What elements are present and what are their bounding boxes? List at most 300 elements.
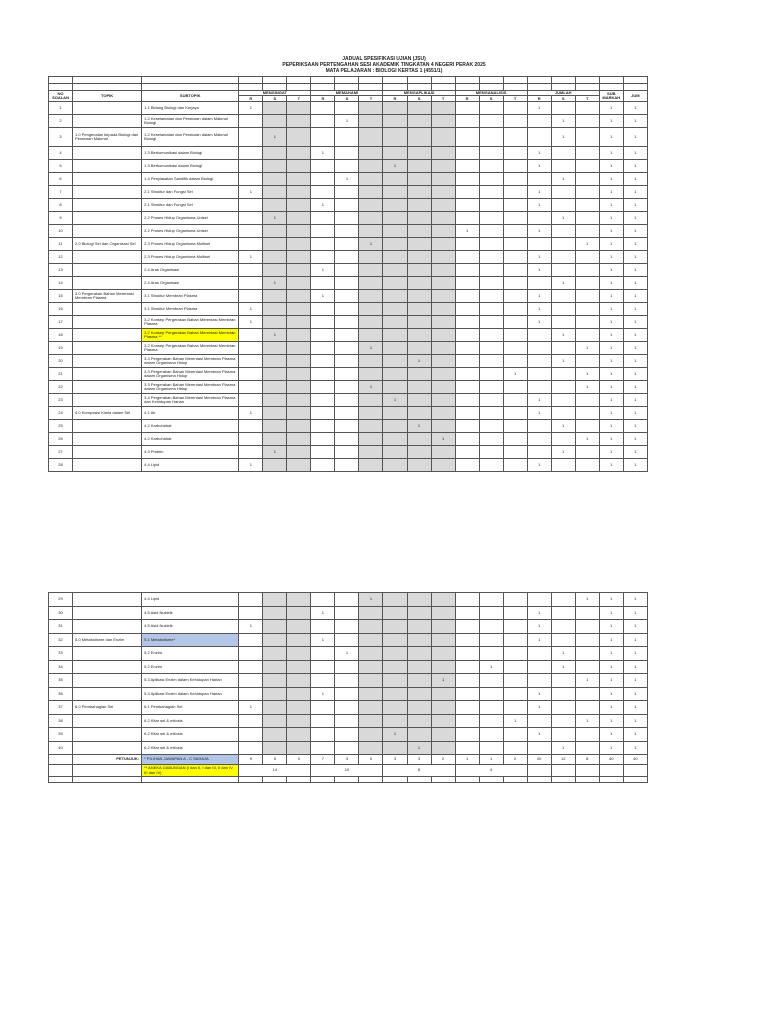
question-number: 22	[49, 381, 73, 394]
level-cell	[527, 647, 551, 661]
table-row	[49, 714, 648, 728]
table-row	[49, 277, 648, 290]
level-cell	[431, 173, 455, 186]
level-cell	[311, 277, 335, 290]
level-cell: 1	[407, 420, 431, 433]
level-cell	[503, 160, 527, 173]
jum-cell: 1	[623, 459, 647, 472]
question-number: 15	[49, 290, 73, 303]
topic-cell	[73, 606, 142, 620]
level-cell: 1	[311, 606, 335, 620]
question-number: 17	[49, 316, 73, 329]
level-cell: 1	[551, 647, 575, 661]
sub-markah-cell: 1	[599, 303, 623, 316]
subtopic-cell: 2.1 Struktur dan Fungsi Sel	[142, 199, 239, 212]
level-cell	[455, 147, 479, 160]
subtopic-cell: 2.4 Aras Organisasi	[142, 264, 239, 277]
level-header: T	[575, 96, 599, 102]
level-cell: 1	[575, 674, 599, 688]
table-row	[49, 342, 648, 355]
subtopic-cell: 1.4 Penyiasatan Saintifik dalam Biologi	[142, 173, 239, 186]
level-cell: 1	[479, 660, 503, 674]
sub-markah-cell: 1	[599, 660, 623, 674]
subtopic-cell: 2.2 Proses Hidup Organisma Unisel	[142, 225, 239, 238]
jum-cell: 1	[623, 225, 647, 238]
jum-cell: 1	[623, 342, 647, 355]
question-number: 6	[49, 173, 73, 186]
level-cell: 1	[383, 160, 407, 173]
level-cell	[383, 238, 407, 251]
subtopic-cell: 1.2 Keselamatan dan Peraturan dalam Makmal Biologi	[142, 115, 239, 128]
level-cell	[527, 446, 551, 459]
level-cell: 1	[311, 199, 335, 212]
level-cell	[311, 660, 335, 674]
table-row	[49, 647, 648, 661]
level-cell: 1	[263, 329, 287, 342]
level-cell: 1	[527, 701, 551, 715]
level-cell	[407, 728, 431, 742]
level-cell	[551, 160, 575, 173]
level-cell	[239, 128, 263, 147]
sub-markah-cell: 1	[599, 342, 623, 355]
level-cell	[287, 606, 311, 620]
level-cell: 1	[239, 701, 263, 715]
level-cell	[287, 102, 311, 115]
level-cell: 1	[527, 225, 551, 238]
level-cell	[383, 212, 407, 225]
level-cell	[575, 660, 599, 674]
level-cell	[575, 186, 599, 199]
table-row	[49, 355, 648, 368]
level-cell	[287, 316, 311, 329]
level-cell	[479, 264, 503, 277]
level-cell	[455, 355, 479, 368]
topic-cell	[73, 741, 142, 755]
level-cell	[287, 368, 311, 381]
question-number: 2	[49, 115, 73, 128]
topic-cell	[73, 714, 142, 728]
level-cell	[239, 355, 263, 368]
level-cell	[503, 115, 527, 128]
level-cell	[503, 128, 527, 147]
level-cell	[551, 225, 575, 238]
level-cell	[263, 633, 287, 647]
topic-cell	[73, 660, 142, 674]
jum-cell: 1	[623, 147, 647, 160]
header-title: JADUAL SPESIFIKASI UJIAN (JSU)	[342, 56, 426, 62]
question-number: 28	[49, 459, 73, 472]
level-cell	[335, 407, 359, 420]
level-cell	[575, 606, 599, 620]
level-cell	[455, 329, 479, 342]
level-cell	[575, 316, 599, 329]
question-number: 20	[49, 355, 73, 368]
level-cell	[455, 212, 479, 225]
level-cell	[503, 687, 527, 701]
level-cell	[359, 701, 383, 715]
question-number: 13	[49, 264, 73, 277]
level-cell	[311, 714, 335, 728]
level-cell	[479, 381, 503, 394]
level-cell	[479, 303, 503, 316]
level-cell	[311, 593, 335, 607]
group-total-cell: 8	[383, 765, 455, 777]
level-cell	[311, 342, 335, 355]
level-cell	[503, 633, 527, 647]
level-cell	[551, 714, 575, 728]
total-cell: 2	[431, 755, 455, 765]
sub-markah-cell: 1	[599, 251, 623, 264]
table-row	[49, 420, 648, 433]
level-cell	[359, 264, 383, 277]
sub-markah-cell: 1	[599, 368, 623, 381]
level-cell	[359, 147, 383, 160]
level-cell	[335, 199, 359, 212]
level-cell	[239, 606, 263, 620]
level-cell	[359, 316, 383, 329]
table-row	[49, 394, 648, 407]
level-cell	[335, 633, 359, 647]
level-cell	[431, 303, 455, 316]
level-cell	[359, 647, 383, 661]
level-cell	[503, 394, 527, 407]
level-cell	[239, 433, 263, 446]
question-number: 25	[49, 420, 73, 433]
level-cell	[407, 593, 431, 607]
level-cell	[311, 368, 335, 381]
subtopic-cell: 4.5 Asid Nukleik	[142, 606, 239, 620]
level-cell	[383, 199, 407, 212]
level-cell	[431, 407, 455, 420]
table-row	[49, 290, 648, 303]
level-cell	[239, 160, 263, 173]
subtopic-cell: 3.2 Konsep Pergerakan Bahan Merentasi Membran Plasma	[142, 342, 239, 355]
topic-cell	[73, 329, 142, 342]
question-number: 8	[49, 199, 73, 212]
level-cell	[551, 407, 575, 420]
level-cell	[455, 264, 479, 277]
level-cell	[287, 342, 311, 355]
level-cell	[287, 741, 311, 755]
level-header: S	[407, 96, 431, 102]
level-cell: 1	[359, 593, 383, 607]
level-cell	[359, 199, 383, 212]
sub-markah-cell: 1	[599, 355, 623, 368]
level-cell	[263, 647, 287, 661]
level-cell	[383, 115, 407, 128]
level-cell	[311, 303, 335, 316]
table-row	[49, 433, 648, 446]
level-cell	[359, 674, 383, 688]
level-cell	[383, 633, 407, 647]
level-cell: 1	[551, 173, 575, 186]
level-cell	[383, 225, 407, 238]
jum-cell: 1	[623, 316, 647, 329]
level-header: R	[455, 96, 479, 102]
level-cell	[455, 368, 479, 381]
sub-markah-cell: 1	[599, 225, 623, 238]
level-cell	[431, 647, 455, 661]
subtopic-cell: 3.3 Pergerakan Bahan Merentasi Membran Plasma dalam Organisma Hidup	[142, 368, 239, 381]
level-cell	[359, 606, 383, 620]
jum-cell: 1	[623, 173, 647, 186]
level-cell	[263, 186, 287, 199]
sub-markah-cell: 1	[599, 620, 623, 634]
level-cell	[527, 238, 551, 251]
level-cell	[479, 620, 503, 634]
level-cell	[335, 728, 359, 742]
level-cell	[455, 593, 479, 607]
level-cell	[383, 102, 407, 115]
question-number: 40	[49, 741, 73, 755]
level-cell	[503, 647, 527, 661]
level-cell	[431, 459, 455, 472]
level-cell: 1	[551, 741, 575, 755]
level-cell	[431, 381, 455, 394]
level-cell	[455, 701, 479, 715]
level-cell	[503, 381, 527, 394]
level-cell	[263, 160, 287, 173]
level-cell	[359, 459, 383, 472]
level-cell	[431, 593, 455, 607]
level-cell	[335, 420, 359, 433]
level-cell: 1	[527, 316, 551, 329]
level-cell	[311, 407, 335, 420]
topic-cell: 6.0 Pembahagian Sel	[73, 701, 142, 715]
level-cell	[263, 407, 287, 420]
question-number: 30	[49, 606, 73, 620]
level-cell	[455, 115, 479, 128]
level-cell	[431, 660, 455, 674]
level-cell	[335, 342, 359, 355]
level-cell	[527, 433, 551, 446]
subtopic-cell: 1.1 Bidang Biologi dan Kerjaya	[142, 102, 239, 115]
level-cell	[479, 160, 503, 173]
jum-cell: 1	[623, 290, 647, 303]
level-cell: 1	[359, 342, 383, 355]
level-cell	[287, 115, 311, 128]
level-cell	[503, 199, 527, 212]
group-total-cell: 10	[311, 765, 383, 777]
level-cell	[311, 420, 335, 433]
total-cell: 40	[599, 755, 623, 765]
level-cell	[407, 264, 431, 277]
table-row	[49, 446, 648, 459]
jum-cell: 1	[623, 674, 647, 688]
level-cell	[263, 741, 287, 755]
level-cell	[503, 420, 527, 433]
level-cell	[407, 701, 431, 715]
table-row	[49, 381, 648, 394]
level-cell	[359, 728, 383, 742]
level-cell: 1	[551, 277, 575, 290]
level-cell	[287, 128, 311, 147]
level-cell	[287, 728, 311, 742]
level-cell	[575, 160, 599, 173]
level-group-header: MEMAHAMI	[311, 91, 383, 96]
topic-cell	[73, 212, 142, 225]
table-row	[49, 687, 648, 701]
topic-cell	[73, 225, 142, 238]
level-cell	[359, 290, 383, 303]
sub-markah-cell: 1	[599, 147, 623, 160]
level-cell	[359, 433, 383, 446]
level-cell: 1	[311, 687, 335, 701]
level-cell	[479, 459, 503, 472]
subtopic-cell: 4.4 Lipid	[142, 459, 239, 472]
subtopic-cell: 3.1 Struktur Membran Plasma	[142, 290, 239, 303]
level-cell	[335, 303, 359, 316]
level-cell	[383, 620, 407, 634]
level-cell	[335, 593, 359, 607]
level-cell	[335, 160, 359, 173]
level-cell	[503, 277, 527, 290]
level-cell: 1	[527, 394, 551, 407]
level-cell	[359, 128, 383, 147]
topic-cell: 5.0 Metabolisme dan Enzim	[73, 633, 142, 647]
table-row	[49, 674, 648, 688]
sub-markah-cell: 1	[599, 741, 623, 755]
level-cell	[431, 714, 455, 728]
level-cell	[359, 355, 383, 368]
level-cell	[455, 277, 479, 290]
level-cell	[455, 620, 479, 634]
total-cell: 1	[455, 755, 479, 765]
level-cell	[431, 687, 455, 701]
level-cell	[407, 674, 431, 688]
level-cell	[383, 290, 407, 303]
level-cell	[287, 381, 311, 394]
question-number: 10	[49, 225, 73, 238]
topic-cell	[73, 674, 142, 688]
level-cell	[551, 394, 575, 407]
level-cell: 1	[551, 660, 575, 674]
jum-cell: 1	[623, 128, 647, 147]
level-cell: 1	[551, 212, 575, 225]
level-cell	[479, 593, 503, 607]
level-cell	[383, 593, 407, 607]
level-cell	[383, 128, 407, 147]
level-cell	[431, 368, 455, 381]
level-cell	[431, 342, 455, 355]
level-cell	[287, 674, 311, 688]
level-cell	[527, 420, 551, 433]
level-cell	[383, 741, 407, 755]
level-cell: 1	[527, 728, 551, 742]
level-cell	[479, 394, 503, 407]
sub-markah-cell: 1	[599, 394, 623, 407]
level-cell	[551, 620, 575, 634]
topic-cell	[73, 620, 142, 634]
level-cell	[527, 128, 551, 147]
level-cell	[383, 647, 407, 661]
topic-cell	[73, 316, 142, 329]
level-cell	[575, 147, 599, 160]
level-cell	[359, 102, 383, 115]
level-cell	[551, 238, 575, 251]
level-cell	[287, 701, 311, 715]
level-cell	[359, 186, 383, 199]
subtopic-cell: 3.3 Pergerakan Bahan Merentasi Membran Plasma dalam Organisma Hidup	[142, 355, 239, 368]
level-cell	[239, 342, 263, 355]
level-cell: 1	[239, 620, 263, 634]
level-cell: 1	[335, 115, 359, 128]
level-cell	[407, 102, 431, 115]
level-cell	[455, 102, 479, 115]
question-number: 35	[49, 674, 73, 688]
level-cell	[479, 420, 503, 433]
question-number: 32	[49, 633, 73, 647]
level-cell: 1	[551, 115, 575, 128]
col-sub-markah-header: SUB MARKAH	[599, 91, 623, 102]
level-cell	[383, 251, 407, 264]
level-cell	[263, 303, 287, 316]
level-cell	[551, 728, 575, 742]
level-cell	[455, 728, 479, 742]
level-cell	[527, 714, 551, 728]
sub-markah-cell: 1	[599, 647, 623, 661]
level-cell	[407, 660, 431, 674]
level-cell	[575, 446, 599, 459]
level-cell	[335, 128, 359, 147]
jum-cell: 1	[623, 660, 647, 674]
level-cell	[455, 647, 479, 661]
sub-markah-cell: 1	[599, 674, 623, 688]
level-cell	[551, 303, 575, 316]
level-cell	[407, 394, 431, 407]
level-cell	[503, 459, 527, 472]
level-cell	[551, 342, 575, 355]
total-cell: 20	[527, 755, 551, 765]
level-cell	[311, 620, 335, 634]
total-cell: 7	[311, 755, 335, 765]
level-cell	[359, 420, 383, 433]
level-cell	[287, 303, 311, 316]
level-cell	[263, 342, 287, 355]
topic-cell	[73, 728, 142, 742]
level-cell	[503, 674, 527, 688]
header-row	[49, 91, 648, 96]
level-cell	[407, 277, 431, 290]
level-cell	[383, 147, 407, 160]
table-row	[49, 741, 648, 755]
level-cell	[479, 128, 503, 147]
level-group-header: MENGANALISIS	[455, 91, 527, 96]
subtopic-cell: 3.2 Konsep Pergerakan Bahan Merentasi Membran Plasma	[142, 316, 239, 329]
level-header: T	[431, 96, 455, 102]
level-cell	[335, 741, 359, 755]
subtopic-cell: 4.5 Asid Nukleik	[142, 620, 239, 634]
table-row	[49, 173, 648, 186]
jsu-table-page1	[48, 76, 648, 472]
jum-cell: 1	[623, 606, 647, 620]
level-cell	[263, 225, 287, 238]
level-cell	[431, 728, 455, 742]
question-number: 12	[49, 251, 73, 264]
topic-cell	[73, 277, 142, 290]
level-cell	[551, 199, 575, 212]
level-cell	[335, 277, 359, 290]
level-cell	[527, 381, 551, 394]
question-number: 36	[49, 687, 73, 701]
level-cell	[455, 433, 479, 446]
level-cell: 1	[239, 102, 263, 115]
level-cell	[287, 225, 311, 238]
level-cell	[383, 342, 407, 355]
level-cell: 1	[311, 264, 335, 277]
level-cell	[527, 212, 551, 225]
level-cell	[287, 647, 311, 661]
